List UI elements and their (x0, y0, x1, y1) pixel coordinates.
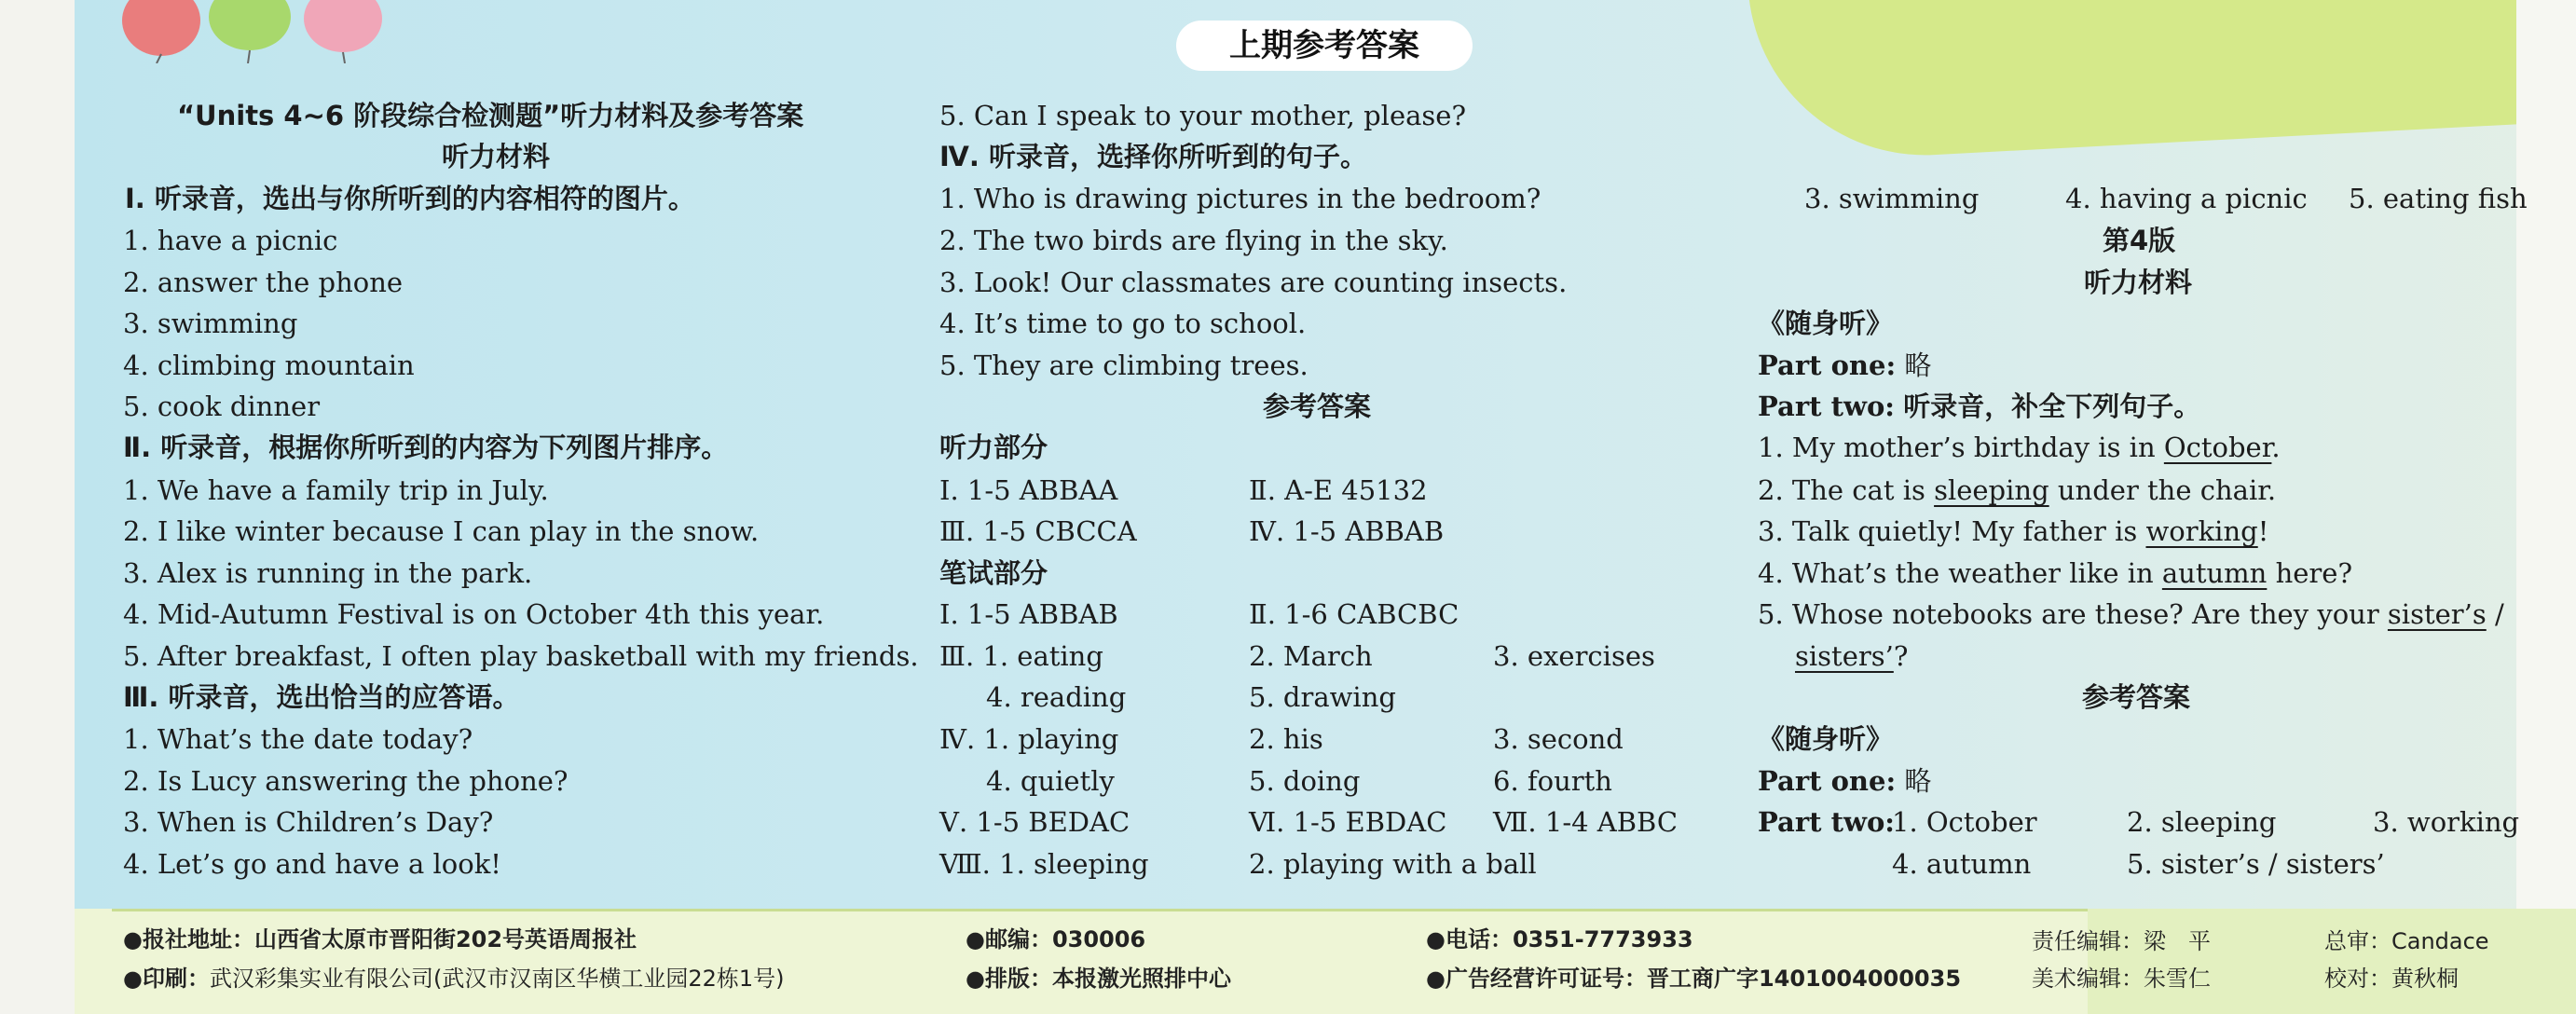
edition-label: 第4版 (2103, 225, 2176, 256)
list-item: 3. Look! Our classmates are counting insects. (939, 267, 1568, 298)
footer-phone: ●电话：0351-7773933 (1426, 926, 1693, 952)
answer-item: 5. eating fish (2349, 183, 2528, 214)
list-item: 1. What’s the date today? (123, 723, 473, 755)
answer-item: 4. quietly (986, 765, 1115, 797)
answer-item: 2. playing with a ball (1249, 848, 1537, 880)
answer-item: 2. March (1249, 640, 1373, 672)
section-title: Ⅳ. 听录音，选择你所听到的句子。 (939, 141, 1367, 172)
footer-license: ●广告经营许可证号：晋工商广字1401004000035 (1426, 966, 1962, 992)
answer-item: 5. drawing (1249, 681, 1396, 713)
footer-layout: ●排版：本报激光照排中心 (966, 966, 1231, 992)
list-item: 1. have a picnic (123, 225, 338, 256)
section-title: Ⅲ. 听录音，选出恰当的应答语。 (123, 681, 520, 713)
page-margin (2516, 0, 2576, 909)
answer-item: 4. autumn (1892, 848, 2032, 880)
list-item: 4. Let’s go and have a look! (123, 848, 501, 880)
answer-item: Ⅴ. 1-5 BEDAC (939, 806, 1130, 838)
answer-item: 6. fourth (1493, 765, 1612, 797)
list-item: 5. After breakfast, I often play basketball with my friends. (123, 640, 919, 672)
answer-item: 3. swimming (1804, 183, 1980, 214)
list-item: 5. Can I speak to your mother, please? (939, 100, 1467, 131)
answer-item: Ⅱ. 1-6 CABCBC (1249, 598, 1459, 630)
answer-item: 2. sleeping (2127, 806, 2277, 838)
answer-item: 3. exercises (1493, 640, 1655, 672)
answer-item: 5. sister’s / sisters’ (2127, 848, 2385, 880)
section-title: Ⅰ. 听录音，选出与你所听到的内容相符的图片。 (125, 183, 695, 214)
answer-item: Ⅳ. 1-5 ABBAB (1249, 515, 1445, 547)
list-item: 1. Who is drawing pictures in the bedroom? (939, 183, 1541, 214)
page-footer (75, 909, 2576, 1014)
footer-art-editor: 美术编辑：朱雪仁 (2032, 966, 2211, 992)
question-item: 3. Talk quietly! My father is working! (1758, 515, 2269, 547)
section-title: 《随身听》 (1758, 723, 1894, 755)
list-item: 3. swimming (123, 308, 298, 339)
part-line: Part two: 听录音，补全下列句子。 (1758, 391, 2201, 422)
balloon-logo-icon (110, 0, 418, 63)
answer-item: 4. reading (986, 681, 1127, 713)
answer-item: 1. October (1892, 806, 2037, 838)
list-item: 4. climbing mountain (123, 349, 415, 381)
answer-item: Ⅲ. 1. eating (939, 640, 1103, 672)
question-item: 1. My mother’s birthday is in October. (1758, 432, 2281, 463)
footer-postcode: ●邮编：030006 (966, 926, 1146, 952)
footer-chief: 总审：Candace (2324, 928, 2489, 954)
list-item: 4. It’s time to go to school. (939, 308, 1307, 339)
list-item: 3. Alex is running in the park. (123, 557, 533, 589)
list-item: 5. They are climbing trees. (939, 349, 1309, 381)
footer-address: ●报社地址：山西省太原市晋阳街202号英语周报社 (123, 926, 637, 952)
section-title: 《随身听》 (1758, 308, 1894, 339)
answer-item: 3. working (2373, 806, 2520, 838)
answer-item: 5. doing (1249, 765, 1361, 797)
answer-item: Ⅷ. 1. sleeping (939, 848, 1149, 880)
answer-item: 4. having a picnic (2065, 183, 2308, 214)
answer-item: Ⅲ. 1-5 CBCCA (939, 515, 1137, 547)
answer-item: Ⅰ. 1-5 ABBAB (939, 598, 1118, 630)
part-line: Part one: 略 (1758, 765, 1932, 797)
subheading: 听力材料 (2084, 267, 2193, 298)
footer-printer: ●印刷：武汉彩集实业有限公司(武汉市汉南区华横工业园22栋1号) (123, 966, 785, 992)
question-item: 4. What’s the weather like in autumn here? (1758, 557, 2352, 589)
section-heading: “Units 4~6 阶段综合检测题”听力材料及参考答案 (177, 100, 804, 131)
answer-item: Ⅳ. 1. playing (939, 723, 1119, 755)
list-item: 2. answer the phone (123, 267, 404, 298)
answer-item: 2. his (1249, 723, 1323, 755)
answer-item: Ⅵ. 1-5 EBDAC (1249, 806, 1447, 838)
answers-heading: 参考答案 (1263, 391, 1372, 422)
list-item: 2. Is Lucy answering the phone? (123, 765, 569, 797)
list-item: 5. cook dinner (123, 391, 321, 422)
answers-heading: 参考答案 (2082, 681, 2191, 713)
section-title: 听力部分 (939, 432, 1048, 463)
part-label: Part two: (1758, 806, 1895, 838)
answer-item: Ⅱ. A-E 45132 (1249, 474, 1428, 506)
answer-item: Ⅰ. 1-5 ABBAA (939, 474, 1118, 506)
part-line: Part one: 略 (1758, 349, 1932, 381)
page-title: 上期参考答案 (1176, 21, 1473, 71)
list-item: 2. The two birds are flying in the sky. (939, 225, 1448, 256)
list-item: 1. We have a family trip in July. (123, 474, 549, 506)
question-item: 5. Whose notebooks are these? Are they your sister’s / (1758, 598, 2504, 630)
answer-item: Ⅶ. 1-4 ABBC (1493, 806, 1679, 838)
section-title: 笔试部分 (939, 557, 1048, 589)
answer-item: 3. second (1493, 723, 1624, 755)
editor-box (2088, 909, 2576, 1014)
question-item-continued: sisters’? (1795, 640, 1909, 672)
list-item: 4. Mid-Autumn Festival is on October 4th this year. (123, 598, 825, 630)
list-item: 3. When is Children’s Day? (123, 806, 494, 838)
question-item: 2. The cat is sleeping under the chair. (1758, 474, 2277, 506)
section-title: Ⅱ. 听录音，根据你所听到的内容为下列图片排序。 (123, 432, 729, 463)
subheading: 听力材料 (442, 141, 551, 172)
footer-proofreader: 校对：黄秋桐 (2324, 966, 2459, 992)
list-item: 2. I like winter because I can play in the snow. (123, 515, 760, 547)
footer-editor: 责任编辑：梁 平 (2032, 928, 2211, 954)
